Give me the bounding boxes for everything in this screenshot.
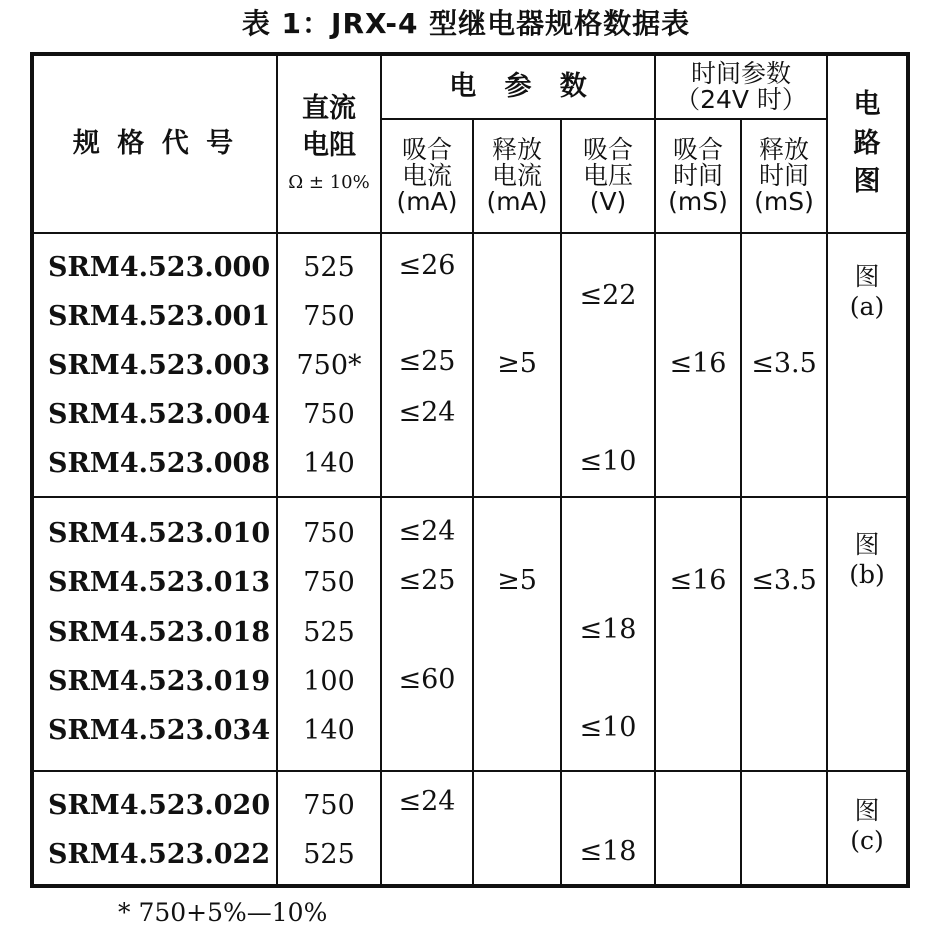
header-dc-resistance [278, 56, 380, 232]
header-pickup-time-line1: 吸合 [672, 134, 723, 164]
pickup-current-value: ≤25 [398, 346, 456, 377]
pickup-time-value: ≤16 [669, 348, 727, 379]
spec-code: SRM4.523.034 [48, 715, 271, 746]
spec-code: SRM4.523.010 [48, 518, 271, 549]
spec-code: SRM4.523.008 [48, 448, 271, 479]
resistance-value: 140 [303, 715, 355, 746]
spec-code: SRM4.523.013 [48, 567, 271, 598]
circuit-diagram-ref [828, 530, 906, 590]
header-circuit-diagram [828, 56, 906, 232]
resistance-value: 525 [303, 617, 355, 648]
circuit-diagram-ref [828, 262, 906, 322]
circuit-diagram-ref [828, 796, 906, 856]
pickup-time-value: ≤16 [669, 565, 727, 596]
resistance-value: 140 [303, 448, 355, 479]
pickup-voltage-value: ≤10 [579, 712, 637, 743]
spec-code: SRM4.523.020 [48, 790, 271, 821]
header-release-time-unit: (mS) [754, 187, 814, 217]
header-time-params-line2: （24V 时） [675, 85, 807, 114]
header-pickup-current-line1: 吸合 [401, 134, 452, 164]
diagram-letter: (c) [850, 826, 884, 855]
resistance-value: 750 [303, 518, 355, 549]
release-time-value: ≤3.5 [751, 348, 817, 379]
spec-table [30, 52, 910, 888]
header-time-params-line1: 时间参数 [690, 58, 791, 88]
diagram-label: 图 [854, 796, 880, 825]
header-pickup-voltage [562, 120, 654, 232]
spec-code: SRM4.523.018 [48, 617, 271, 648]
header-pickup-current-line2: 电流 [401, 160, 452, 190]
header-release-current-line1: 释放 [491, 134, 542, 164]
pickup-voltage-value: ≤18 [579, 614, 637, 645]
pickup-current-value: ≤24 [398, 786, 456, 817]
header-pickup-voltage-unit: (V) [589, 187, 627, 217]
header-pickup-voltage-line2: 电压 [582, 160, 633, 190]
release-current-value: ≥5 [497, 348, 537, 379]
resistance-value: 750* [296, 350, 362, 381]
pickup-voltage-value: ≤18 [579, 836, 637, 867]
resistance-value: 100 [303, 666, 355, 697]
pickup-voltage-value: ≤22 [579, 280, 637, 311]
pickup-current-value: ≤24 [398, 397, 456, 428]
header-pickup-time-unit: (mS) [668, 187, 728, 217]
diagram-label: 图 [854, 262, 880, 291]
pickup-current-value: ≤60 [398, 664, 456, 695]
spec-code: SRM4.523.022 [48, 839, 271, 870]
header-pickup-voltage-line1: 吸合 [582, 134, 633, 164]
pickup-current-value: ≤25 [398, 565, 456, 596]
header-time-params [656, 56, 826, 118]
spec-code: SRM4.523.001 [48, 301, 271, 332]
spec-code: SRM4.523.019 [48, 666, 271, 697]
header-dc-resistance-line1: 直流 [302, 93, 356, 125]
spec-code: SRM4.523.003 [48, 350, 271, 381]
header-dc-resistance-line2: 电阻 [302, 129, 356, 161]
footnote: * 750+5%—10% [118, 898, 328, 927]
header-pickup-time [656, 120, 740, 232]
header-pickup-current-unit: (mA) [396, 187, 458, 217]
release-current-value: ≥5 [497, 565, 537, 596]
header-release-current-unit: (mA) [486, 187, 548, 217]
header-pickup-time-line2: 时间 [672, 160, 723, 190]
resistance-value: 750 [303, 567, 355, 598]
diagram-label: 图 [854, 530, 880, 559]
diagram-letter: (b) [849, 560, 885, 589]
resistance-value: 750 [303, 301, 355, 332]
resistance-value: 525 [303, 252, 355, 283]
resistance-value: 750 [303, 790, 355, 821]
table-title: 表 1：JRX-4 型继电器规格数据表 [241, 7, 691, 40]
spec-code: SRM4.523.000 [48, 252, 271, 283]
header-pickup-current [382, 120, 472, 232]
header-circuit-diagram-line3: 图 [853, 166, 881, 198]
header-electrical-params: 电 参 数 [449, 70, 587, 102]
pickup-voltage-value: ≤10 [579, 446, 637, 477]
resistance-value: 750 [303, 399, 355, 430]
header-circuit-diagram-line1: 电 [853, 89, 881, 121]
header-release-current [474, 120, 560, 232]
header-release-time-line1: 释放 [758, 134, 809, 164]
spec-code: SRM4.523.004 [48, 399, 271, 430]
header-spec-code: 规 格 代 号 [72, 127, 238, 159]
header-dc-resistance-unit: Ω ± 10% [288, 171, 370, 193]
release-time-value: ≤3.5 [751, 565, 817, 596]
header-release-time-line2: 时间 [758, 160, 809, 190]
resistance-value: 525 [303, 839, 355, 870]
pickup-current-value: ≤26 [398, 250, 456, 281]
header-circuit-diagram-line2: 路 [853, 127, 881, 159]
header-release-current-line2: 电流 [491, 160, 542, 190]
pickup-current-value: ≤24 [398, 516, 456, 547]
diagram-letter: (a) [849, 292, 885, 321]
header-release-time [742, 120, 826, 232]
